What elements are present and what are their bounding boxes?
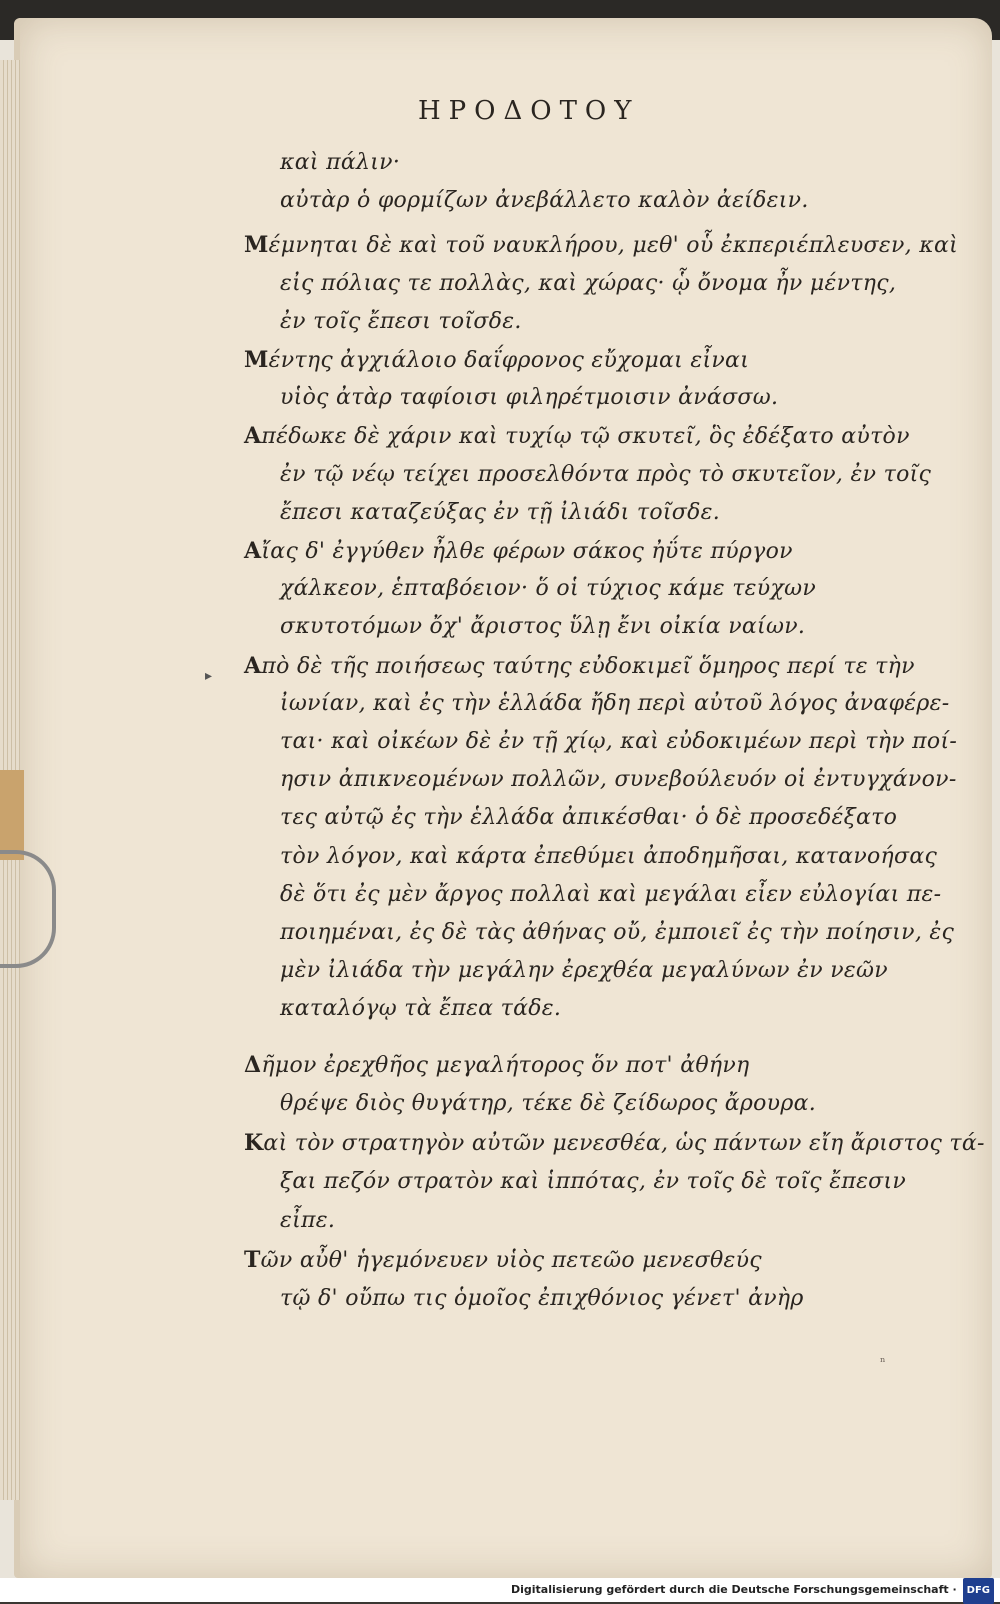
text-line: ἐν τοῖς ἔπεσι τοῖσδε. <box>280 308 522 334</box>
text-line: τὸν λόγον, καὶ κάρτα ἐπεθύμει ἀποδημῆσαι, κατανοήσας <box>280 843 938 869</box>
signature-mark: ⁿ <box>880 1355 886 1370</box>
text-line: Μέμνηται δὲ καὶ τοῦ ναυκλήρου, μεθ' οὗ ἐκπεριέπλευσεν, καὶ <box>244 232 959 259</box>
text-line: Απέδωκε δὲ χάριν καὶ τυχίῳ τῷ σκυτεῖ, ὃς ἐδέξατο αὐτὸν <box>244 423 910 450</box>
text-line: σκυτοτόμων ὄχ' ἄριστος ὕλῃ ἔνι οἰκία ναίων. <box>280 614 806 640</box>
text-line: δὲ ὅτι ἐς μὲν ἄργος πολλαὶ καὶ μεγάλαι εἶεν εὐλογίαι πε- <box>280 881 942 907</box>
text-line: ται· καὶ οἰκέων δὲ ἐν τῇ χίῳ, καὶ εὐδοκιμέων περὶ τὴν ποί- <box>280 729 958 754</box>
footer-text: Digitalisierung gefördert durch die Deutsche Forschungsgemeinschaft · <box>510 1583 957 1596</box>
text-line: ἔπεσι καταζεύξας ἐν τῇ ἰλιάδι τοῖσδε. <box>280 499 721 525</box>
text-line: θρέψε διὸς θυγάτηρ, τέκε δὲ ζείδωρος ἄρουρα. <box>280 1091 817 1117</box>
text-line: καὶ πάλιν· <box>280 150 401 175</box>
text-line: Μέντης ἀγχιάλοιο δαΐφρονος εὔχομαι εἶναι <box>244 347 750 373</box>
running-head: ΗΡΟΔΟΤΟΥ <box>418 96 640 126</box>
margin-mark: ▸ <box>205 668 213 684</box>
text-line: καταλόγῳ τὰ ἔπεα τάδε. <box>280 996 562 1022</box>
text-line: τες αὐτῷ ἐς τὴν ἑλλάδα ἀπικέσθαι· ὁ δὲ προσεδέξατο <box>280 805 898 831</box>
text-line: μὲν ἰλιάδα τὴν μεγάλην ἐρεχθέα μεγαλύνων ἐν νεῶν <box>280 958 888 984</box>
text-line: εἶπε. <box>280 1208 336 1234</box>
text-line: Τῶν αὖθ' ἡγεμόνευεν υἱὸς πετεῶο μενεσθεύς <box>244 1246 762 1273</box>
text-line: υἱὸς ἀτὰρ ταφίοισι φιληρέτμοισιν ἀνάσσω. <box>280 385 779 411</box>
text-line: Δῆμον ἐρεχθῆος μεγαλήτορος ὅν ποτ' ἀθήνη <box>244 1052 750 1079</box>
text-line: ἐν τῷ νέῳ τείχει προσελθόντα πρὸς τὸ σκυτεῖον, ἐν τοῖς <box>280 461 932 487</box>
text-line: χάλκεον, ἑπταβόειον· ὅ οἱ τύχιος κάμε τεύχων <box>280 576 817 602</box>
text-line: ποιημέναι, ἐς δὲ τὰς ἀθήνας οὔ, ἐμποιεῖ ἐς τὴν ποίησιν, ἐς <box>280 920 955 945</box>
text-line: Καὶ τὸν στρατηγὸν αὐτῶν μενεσθέα, ὡς πάντων εἴη ἄριστος τά- <box>244 1130 985 1157</box>
text-line: ἰωνίαν, καὶ ἐς τὴν ἑλλάδα ἤδη περὶ αὐτοῦ λόγος ἀναφέρε- <box>280 690 950 716</box>
text-line: τῷ δ' οὔπω τις ὁμοῖος ἐπιχθόνιος γένετ' ἀνὴρ <box>280 1285 804 1311</box>
text-line: εἰς πόλιας τε πολλὰς, καὶ χώρας· ᾧ ὄνομα ἦν μέντης, <box>280 270 897 296</box>
text-line: ησιν ἀπικνεομένων πολλῶν, συνεβούλευόν οἱ ἐντυγχάνον- <box>280 767 957 793</box>
text-line: Απὸ δὲ τῆς ποιήσεως ταύτης εὐδοκιμεῖ ὅμηρος περί τε τὴν <box>244 652 915 679</box>
digitization-footer <box>0 1578 1000 1602</box>
text-line: ξαι πεζόν στρατὸν καὶ ἱππότας, ἐν τοῖς δὲ τοῖς ἔπεσιν <box>280 1169 907 1195</box>
text-line: αὐτὰρ ὁ φορμίζων ἀνεβάλλετο καλὸν ἀείδειν. <box>280 188 809 214</box>
text-line: Αἴας δ' ἐγγύθεν ἦλθε φέρων σάκος ἠΰτε πύργον <box>244 538 793 564</box>
dfg-logo: DFG <box>963 1578 994 1604</box>
